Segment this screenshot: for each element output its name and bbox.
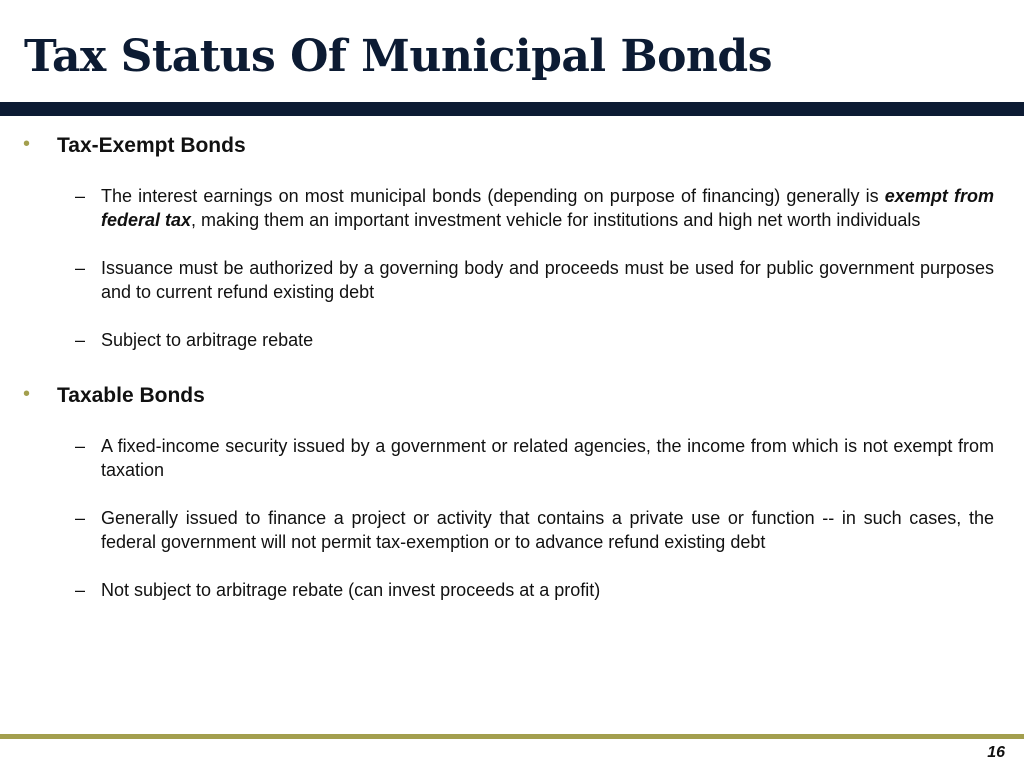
- sub-bullet-text: A fixed-income security issued by a government or related agencies, the income from which is not exempt from taxation: [101, 436, 994, 480]
- page-number: 16: [987, 744, 1005, 761]
- sub-bullet-item: [0, 434, 1024, 482]
- bullet-icon: •: [23, 383, 31, 405]
- sub-bullet-text: [101, 184, 994, 232]
- sub-bullet-item: [0, 578, 1024, 602]
- sub-bullet-text-end: , making them an important investment vehicle for institutions and high net worth individuals: [191, 210, 921, 230]
- bullet-heading-row: [0, 376, 1024, 416]
- footer-divider: [0, 734, 1024, 739]
- sub-bullet-text-start: The interest earnings on most municipal bonds (depending on purpose of financing) generally is: [101, 186, 885, 206]
- sub-bullet-text: Subject to arbitrage rebate: [101, 330, 314, 350]
- sub-bullet-item: [0, 256, 1024, 304]
- dash-icon: –: [75, 508, 86, 528]
- emphasized-text: exempt from federal tax: [101, 186, 994, 230]
- bullet-icon: •: [23, 133, 31, 155]
- dash-icon: –: [75, 580, 86, 600]
- bullet-heading-row: [0, 126, 1024, 166]
- sub-bullet-list: [0, 166, 1024, 352]
- title-divider: [0, 102, 1024, 116]
- dash-icon: –: [75, 186, 86, 206]
- sub-bullet-item: [0, 184, 1024, 232]
- dash-icon: –: [75, 258, 86, 278]
- sub-bullet-item: [0, 328, 1024, 352]
- sub-bullet-item: [0, 506, 1024, 554]
- dash-icon: –: [75, 436, 86, 456]
- sub-bullet-text: Not subject to arbitrage rebate (can invest proceeds at a profit): [101, 580, 601, 600]
- sub-bullet-list: [0, 416, 1024, 602]
- sub-bullet-text: Issuance must be authorized by a governing body and proceeds must be used for public government purposes and to current refund existing debt: [101, 258, 994, 302]
- slide-content: [0, 126, 1024, 626]
- section-heading: Taxable Bonds: [57, 384, 205, 407]
- dash-icon: –: [75, 330, 86, 350]
- sub-bullet-text: Generally issued to finance a project or activity that contains a private use or function -- in such cases, the federal government will not permit tax-exemption or to advance refund existing debt: [101, 508, 994, 552]
- page-title: Tax Status Of Municipal Bonds: [24, 31, 772, 82]
- section-heading: Tax-Exempt Bonds: [57, 134, 246, 157]
- section-taxable-bonds: [0, 376, 1024, 602]
- section-tax-exempt-bonds: [0, 126, 1024, 352]
